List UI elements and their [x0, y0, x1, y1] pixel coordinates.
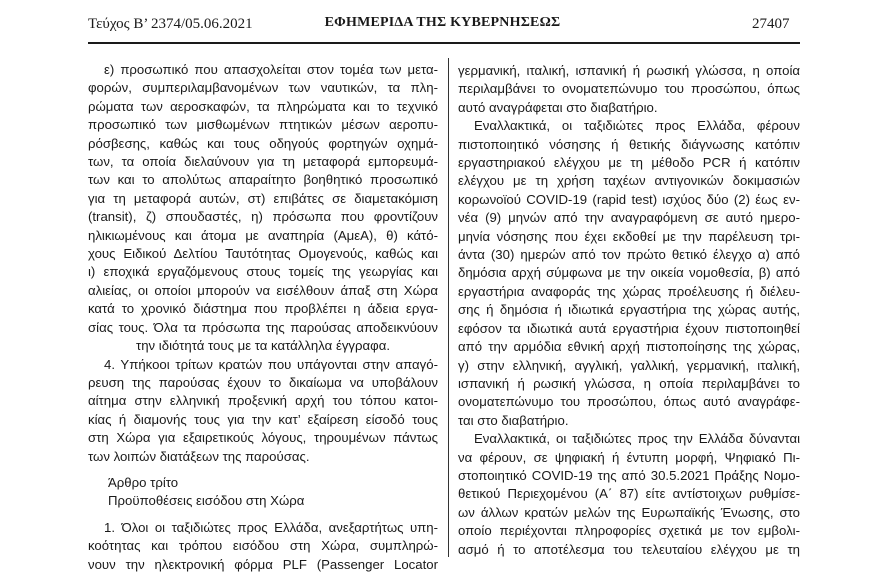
text-line: για τη μεταφορά αυτών, στ) επιβάτες σε διαμετακόμιση	[88, 190, 438, 206]
text-line: των λοιπών διατάξεων της παρούσας.	[88, 448, 310, 464]
text-line: σης ή δημόσια ή ιδιωτικά εργαστήρια της χώρας αυτής,	[458, 302, 800, 318]
text-line: γ) στην ελληνική, αγγλική, γαλλική, γερμανική, ιταλική,	[458, 357, 800, 373]
text-line: αλιείας, οι οποίοι μπορούν να εισέλθουν άπαξ στη Χώρα	[88, 282, 438, 298]
text-line: των, τα οποία διελαύνουν για τη μεταφορά εμπορευμά-	[88, 154, 438, 170]
text-line: θετικού Περιεχομένου (Α΄ 87) είτε αντίστοιχων ρυθμίσε-	[458, 486, 800, 502]
page-header	[0, 0, 885, 44]
text-line: αυτό αναγράφεται στο διαβατήριο.	[458, 99, 658, 115]
text-line: ων άλλων κρατών μελών της Ευρωπαϊκής Ένωσης, στο	[458, 504, 800, 520]
text-line: κοότητας και τρόπου εισόδου στη Χώρα, συμπληρώ-	[88, 538, 438, 554]
text-line: Εναλλακτικά, οι ταξιδιώτες προς την Ελλάδα δύνανται	[474, 431, 800, 447]
section-gap	[88, 466, 438, 474]
text-line: κατά το χρονικό διάστημα που προβλέπει η άδεια εργα-	[88, 301, 438, 317]
right-column	[458, 62, 800, 558]
text-line: σίας τους. Όλα τα πρόσωπα της παρούσας αποδεικνύουν	[88, 319, 438, 335]
text-line: εργαστηριακού ελέγχου με τη μέθοδο PCR ή κατόπιν	[458, 155, 800, 171]
text-line: περιλαμβάνει το ονοματεπώνυμο του προσώπου, όπως	[458, 81, 800, 97]
text-line: (transit), ζ) σπουδαστές, η) πρόσωπα που φροντίζουν	[88, 209, 438, 225]
text-line: δημόσια αρχή σύμφωνα με την οικεία νομοθεσία, β) από	[458, 265, 800, 281]
text-line: των και το απολύτως απαραίτητο βοηθητικό προσωπικό	[88, 172, 438, 188]
text-line: ελέγχου με τη χρήση ταχέων αντιγονικών δοκιμασιών	[458, 173, 800, 189]
section-gap	[88, 511, 438, 519]
text-line: ρόσβεσης, καθώς και τους οδηγούς φορτηγών οχημά-	[88, 135, 438, 151]
text-line: ονοματεπώνυμο του προσώπου, όπως αυτό αναγράφε-	[458, 394, 800, 410]
text-line: μηνία νόσησης που έχει εκδοθεί με την παρέλευση τρι-	[458, 228, 800, 244]
left-column	[88, 61, 438, 572]
text-line: άντα (30) ημερών από τον πρώτο θετικό έλεγχο α) από	[458, 247, 800, 263]
text-line: κίας ή διαμονής τους για την κατ’ εξαίρεση είσοδό τους	[88, 411, 438, 427]
text-line: ασμό ή το αποτέλεσμα του τελευταίου ελέγχου με τη	[458, 541, 800, 557]
text-line: την ιδιότητά τους με τα κατάλληλα έγγραφα.	[136, 338, 390, 354]
text-line: αίτημα στην ελληνική προξενική αρχή του τόπου κατοι-	[88, 393, 438, 409]
text-line: γερμανική, ιταλική, ισπανική ή ρωσική γλώσσα, η οποία	[458, 63, 800, 78]
text-line: νέα (9) μηνών από την αναγραφόμενη σε αυτό ημερο-	[458, 210, 800, 226]
column-divider	[448, 58, 449, 557]
text-line: κορωνοϊού COVID-19 (rapid test) ισχύος δύο (2) έως εν-	[458, 191, 800, 207]
text-line: στοποιητικό COVID-19 της από 30.5.2021 Πράξης Νομο-	[458, 467, 800, 483]
text-line: Εναλλακτικά, οι ταξιδιώτες προς Ελλάδα, φέρουν	[474, 118, 800, 134]
newspaper-title: ΕΦΗΜΕΡΙΔΑ ΤΗΣ ΚΥΒΕΡΝΗΣΕΩΣ	[324, 15, 561, 30]
text-line: πιστοποιητικό νόσησης ή θετικής διάγνωσης κατόπιν	[458, 136, 800, 152]
text-line: 4. Υπήκοοι τρίτων κρατών που υπάγονται στην απαγό-	[104, 356, 438, 372]
text-line: να φέρουν, σε ψηφιακή ή έντυπη μορφή, Ψηφιακό Πι-	[458, 449, 800, 465]
text-line: ρώματα των αεροσκαφών, τα πληρώματα και το τεχνικό	[88, 98, 438, 114]
text-line: φορών, συμπεριλαμβανομένων των ναυτικών, τα πλη-	[88, 80, 438, 96]
text-line: ται στο διαβατήριο.	[458, 412, 569, 428]
page-number: 27407	[752, 16, 790, 32]
text-line: ρευση της παρούσας έχουν το δικαίωμα να υποβάλουν	[88, 374, 438, 390]
header-rule	[88, 42, 800, 44]
text-line: προσωπικό των μισθωμένων πτητικών μέσων αεροπυ-	[88, 117, 438, 133]
text-line: νουν την ηλεκτρονική φόρμα PLF (Passenger Locator	[88, 556, 438, 572]
text-line: χους Ειδικού Δελτίου Ταυτότητας Ομογενούς, καθώς και	[88, 246, 438, 262]
text-line: ισπανική ή ρωσική γλώσσα, η οποία περιλαμβάνει το	[458, 375, 800, 391]
article-heading: Άρθρο τρίτο	[108, 474, 179, 490]
text-line: 1. Όλοι οι ταξιδιώτες προς Ελλάδα, ανεξαρτήτως υπη-	[104, 519, 438, 535]
text-line: εφόσον τα ιδιωτικά αυτά εργαστήρια έχουν πιστοποιηθεί	[458, 320, 800, 336]
text-line: ηλικιωμένους και άτομα με αναπηρία (ΑμεΑ), θ) κάτό-	[88, 227, 438, 243]
article-subheading: Προϋποθέσεις εισόδου στη Χώρα	[108, 493, 305, 509]
text-line: οποίο περιέχονται πληροφορίες σχετικά με τον εμβολι-	[458, 523, 800, 539]
text-line: εργαστήρια αναφοράς της χώρας προέλευσης ή διέλευ-	[458, 283, 800, 299]
issue-label: Τεύχος Β’ 2374/05.06.2021	[88, 16, 253, 32]
text-line: ε) προσωπικό που απασχολείται στον τομέα των μετα-	[104, 62, 438, 77]
text-line: ι) εποχικά εργαζόμενους στους τομείς της γεωργίας και	[88, 264, 438, 280]
text-line: από την αρμόδια εθνική αρχή πιστοποίησης της χώρας,	[458, 339, 800, 355]
text-line: στη Χώρα για εξαιρετικούς λόγους, τηρουμένων πάντως	[88, 430, 438, 446]
